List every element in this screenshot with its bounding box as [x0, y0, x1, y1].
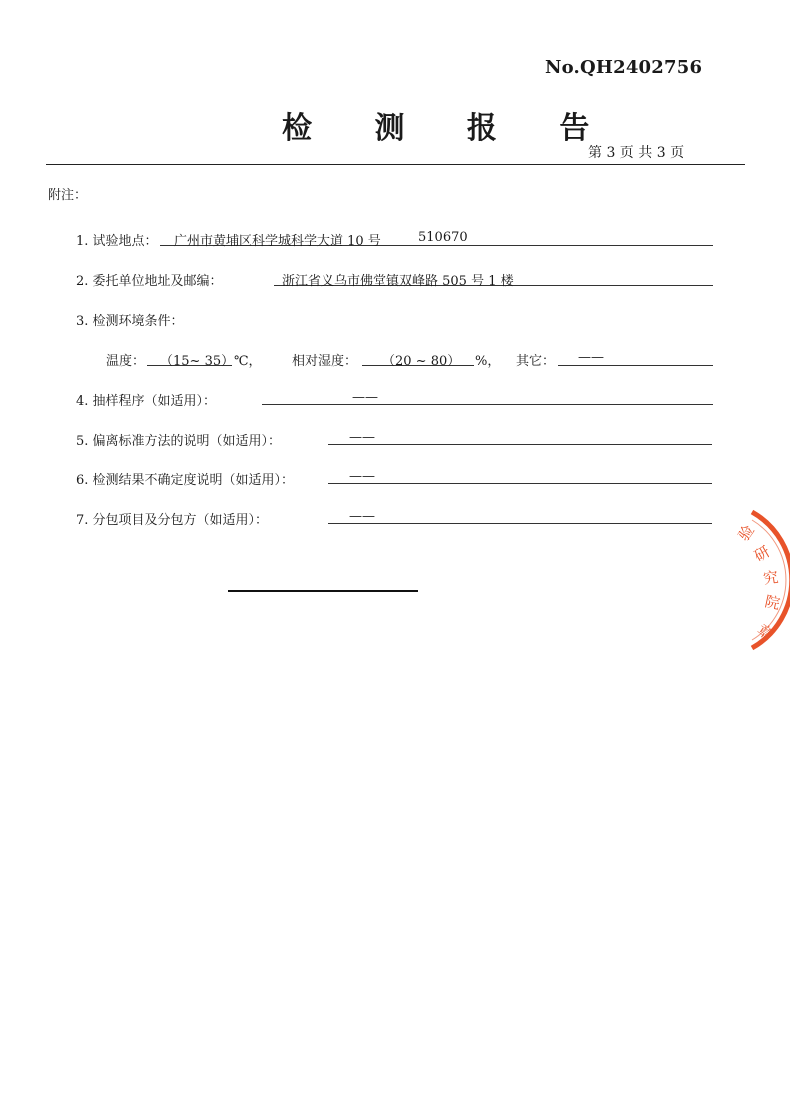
deviation-value: ——: [349, 430, 375, 445]
svg-text:验: 验: [734, 521, 758, 545]
official-seal-icon: [700, 500, 790, 660]
subcontract-underline: [328, 523, 712, 524]
sampling-label: 4. 抽样程序（如适用）：: [76, 394, 217, 409]
note-label: 附注：: [48, 188, 88, 203]
temp-unit: ℃，: [234, 354, 262, 369]
svg-text:章: 章: [753, 620, 777, 644]
document-title: 检 测 报 告: [282, 111, 616, 146]
humidity-label: 相对湿度：: [292, 354, 358, 369]
client-label: 2. 委托单位地址及邮编：: [76, 274, 223, 289]
humidity-value: （20 ~ 80）: [382, 354, 461, 369]
location-value: 广州市黄埔区科学城科学大道 10 号: [174, 234, 381, 249]
other-label: 其它：: [516, 354, 556, 369]
uncertainty-value: ——: [349, 469, 375, 484]
report-number: No.QH2402756: [545, 57, 703, 78]
uncertainty-label: 6. 检测结果不确定度说明（如适用）：: [76, 473, 295, 488]
uncertainty-underline: [328, 483, 712, 484]
other-value: ——: [578, 350, 604, 365]
sampling-underline: [262, 404, 713, 405]
header-rule: [46, 164, 745, 165]
location-postcode: 510670: [418, 230, 468, 245]
page-info: 第 3 页 共 3 页: [588, 145, 685, 161]
svg-text:院: 院: [763, 592, 782, 614]
client-value: 浙江省义乌市佛堂镇双峰路 505 号 1 楼: [282, 274, 514, 289]
location-label: 1. 试验地点：: [76, 234, 158, 249]
subcontract-value: ——: [349, 509, 375, 524]
temp-value: （15~ 35）: [160, 354, 235, 369]
temp-label: 温度：: [106, 354, 146, 369]
deviation-label: 5. 偏离标准方法的说明（如适用）：: [76, 434, 282, 449]
deviation-underline: [328, 444, 712, 445]
sampling-value: ——: [352, 390, 378, 405]
svg-text:研: 研: [751, 542, 774, 566]
other-underline: [558, 365, 713, 366]
env-label: 3. 检测环境条件：: [76, 314, 184, 329]
subcontract-label: 7. 分包项目及分包方（如适用）：: [76, 513, 269, 528]
svg-text:究: 究: [762, 568, 780, 588]
signature-line: [228, 590, 418, 592]
humidity-unit: %，: [475, 354, 501, 369]
